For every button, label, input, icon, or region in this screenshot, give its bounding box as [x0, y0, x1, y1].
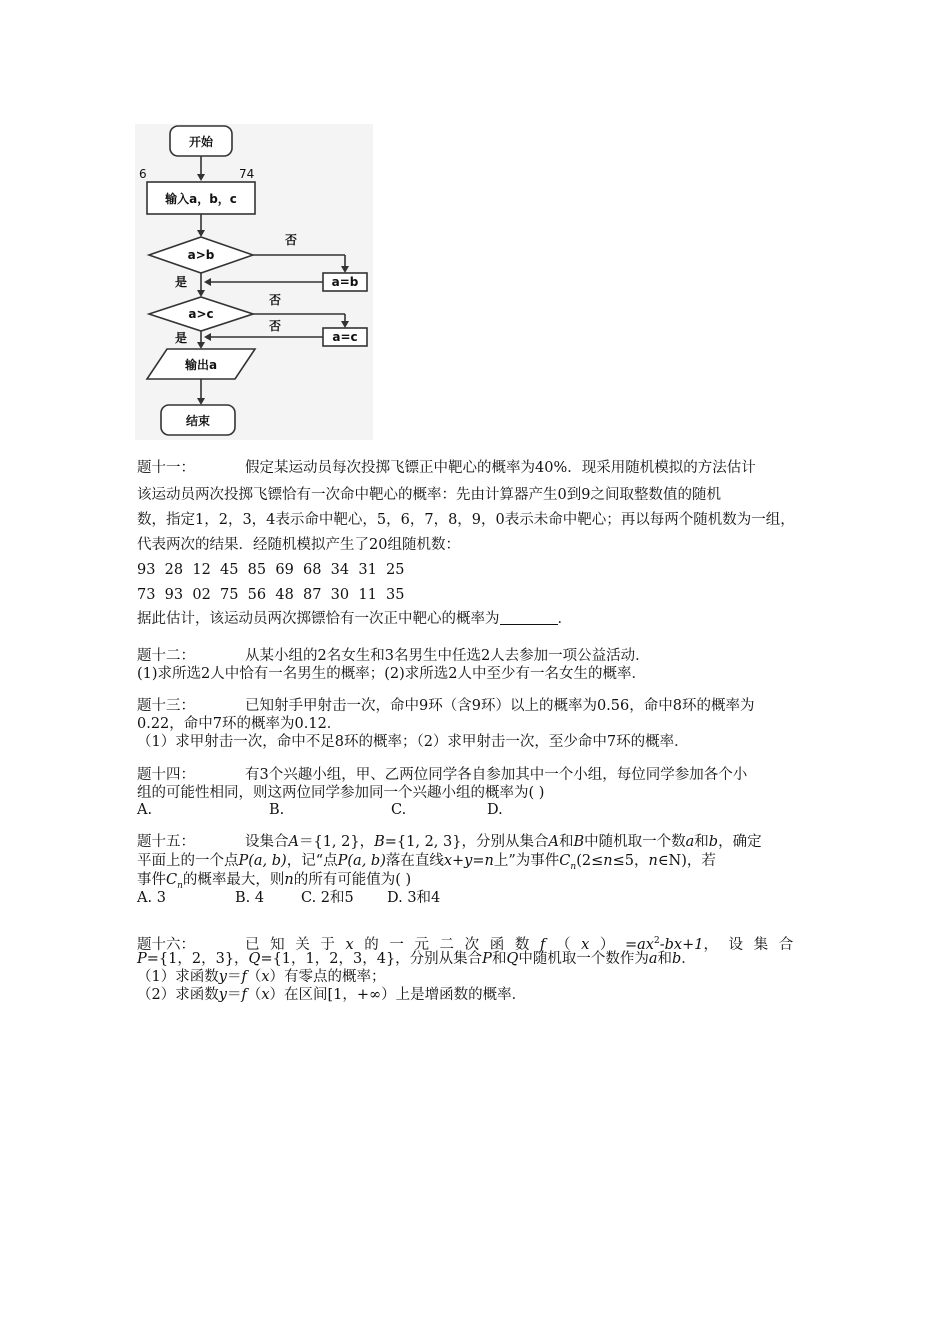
q15-options	[137, 889, 817, 907]
q11-line5: 据此估计，该运动员两次掷镖恰有一次正中靶心的概率为 ．	[137, 611, 572, 627]
q11-nums1: 93 28 12 45 85 69 68 34 31 25	[137, 562, 405, 578]
q12-line1: 题十二： 从某小组的2名女生和3名男生中任选2人去参加一项公益活动．	[137, 648, 650, 664]
q12-line2: (1)求所选2人中恰有一名男生的概率；(2)求所选2人中至少有一名女生的概率．	[137, 666, 647, 682]
q15-line1: 题十五： 设集合A＝{1, 2}，B={1, 2, 3}，分别从集合A和B中随机取一个数a和b，确定	[137, 834, 762, 850]
q12-label: 题十二：	[137, 648, 195, 664]
q11-label: 题十一：	[137, 460, 195, 476]
fc-no3: 否	[269, 319, 282, 333]
fc-num-right: 74	[239, 167, 255, 181]
q14-line1: 题十四： 有3个兴趣小组，甲、乙两位同学各自参加其中一个小组，每位同学参加各个小	[137, 767, 748, 783]
fc-no2: 否	[269, 293, 282, 307]
q15-option-c[interactable]: C. 2和5	[301, 890, 354, 906]
q14-option-d[interactable]: D.	[487, 802, 503, 818]
fc-assign1-text: a=b	[331, 275, 359, 289]
q15-line2: 平面上的一个点P(a, b)，记“点P(a, b)落在直线x+y=n上”为事件$C_n(2\le n\le 5$，n∈N)，若	[137, 853, 716, 872]
fc-assign2-text: a=c	[332, 330, 358, 344]
q16-line2: P={1，2，3}，Q={1，1，2，3，4}，分别从集合P和Q中随机取一个数作为a和b．	[137, 951, 696, 967]
q11-line2: 该运动员两次投掷飞镖恰有一次命中靶心的概率：先由计算器产生0到9之间取整数值的随机	[137, 487, 721, 503]
fc-output-text: 输出a	[184, 358, 218, 372]
fc-start-text: 开始	[188, 135, 214, 149]
q15-option-a[interactable]: A. 3	[137, 890, 166, 906]
fc-input-text: 输入a，b，c	[165, 192, 237, 206]
fc-cond1-text: a>b	[187, 248, 215, 262]
q14-option-b[interactable]: B.	[269, 802, 285, 818]
fc-no1: 否	[285, 233, 298, 247]
q13-line3: （1）求甲射击一次，命中不足8环的概率；（2）求甲射击一次，至少命中7环的概率．	[137, 734, 689, 750]
q16-line4: （2）求函数y＝f（x）在区间[1，+∞）上是增函数的概率．	[137, 987, 527, 1003]
fc-end-text: 结束	[185, 414, 211, 428]
q13-line1: 题十三： 已知射手甲射击一次，命中9环（含9环）以上的概率为0.56，命中8环的概率为	[137, 698, 755, 714]
fc-cond2-text: a>c	[188, 307, 214, 321]
fc-yes1: 是	[175, 275, 188, 289]
q15-label: 题十五：	[137, 834, 195, 850]
flowchart-svg	[135, 124, 373, 440]
q14-option-c[interactable]: C.	[391, 802, 407, 818]
q14-line2: 组的可能性相同，则这两位同学参加同一个兴趣小组的概率为( )	[137, 785, 545, 801]
q14-option-a[interactable]: A.	[137, 802, 153, 818]
q16-line1: 题十六： 已 知 关 于 x 的 一 元 二 次 函 数 f （ x ） $=ax^2-bx+1$， 设 集 合	[137, 936, 794, 953]
q13-line2: 0.22，命中7环的概率为0.12．	[137, 716, 342, 732]
fc-yes2: 是	[175, 331, 188, 345]
q14-label: 题十四：	[137, 767, 195, 783]
q16-line3: （1）求函数y＝f（x）有零点的概率；	[137, 969, 386, 985]
q14-options	[137, 801, 817, 819]
q11-nums2: 73 93 02 75 56 48 87 30 11 35	[137, 587, 405, 603]
q11-line3: 数，指定1，2，3，4表示命中靶心，5，6，7，8，9，0表示未命中靶心；再以每两个随机数为一组，	[137, 512, 795, 528]
answer-blank[interactable]	[500, 610, 558, 625]
q11-line1: 题十一： 假定某运动员每次投掷飞镖正中靶心的概率为40%．现采用随机模拟的方法估计	[137, 460, 756, 476]
q16-label: 题十六：	[137, 936, 195, 953]
q15-option-d[interactable]: D. 3和4	[387, 890, 441, 906]
q13-label: 题十三：	[137, 698, 195, 714]
fc-num-left: 6	[139, 167, 147, 181]
q11-line4: 代表两次的结果．经随机模拟产生了20组随机数：	[137, 537, 460, 553]
flowchart-image	[135, 124, 373, 440]
q15-line3: 事件$C_n$的概率最大，则n的所有可能值为( )	[137, 872, 412, 891]
q15-option-b[interactable]: B. 4	[235, 890, 265, 906]
